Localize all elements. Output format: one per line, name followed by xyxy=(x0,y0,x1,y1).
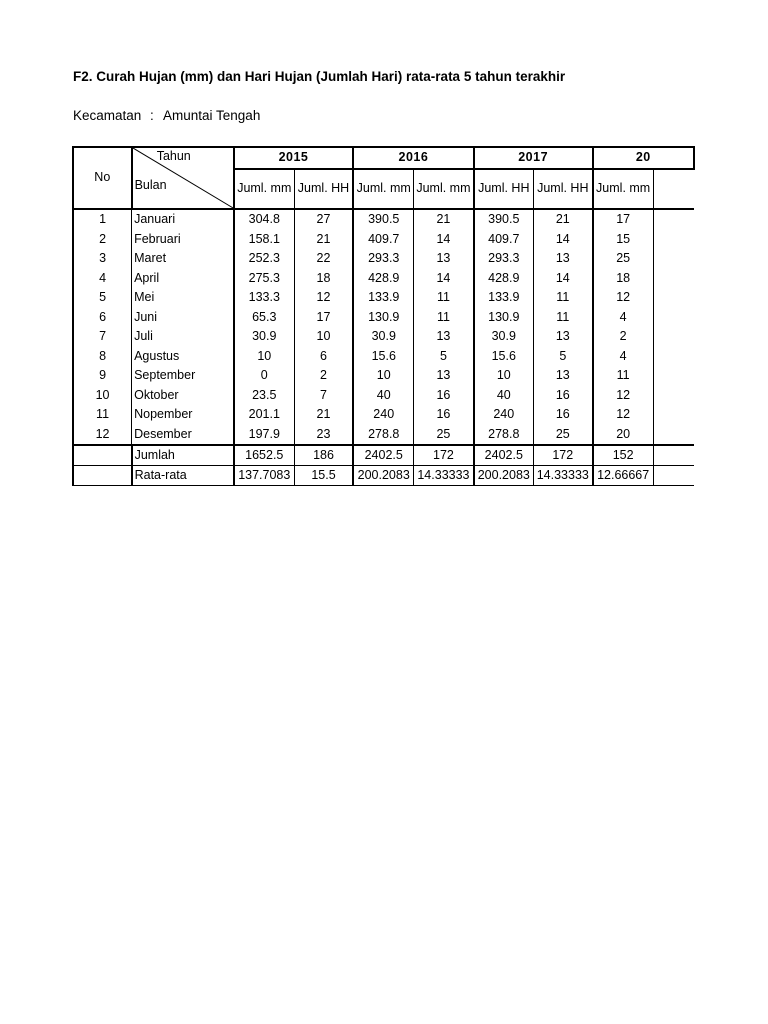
value-cell: 240 xyxy=(474,405,534,425)
row-number: 8 xyxy=(73,347,132,367)
value-cell: 10 xyxy=(294,327,353,347)
value-cell: 22 xyxy=(294,249,353,269)
month-name: Januari xyxy=(132,209,234,230)
value-cell: 409.7 xyxy=(474,230,534,250)
value-cell: 240 xyxy=(353,405,414,425)
year-header: 20 xyxy=(593,147,694,169)
value-cell: 390.5 xyxy=(353,209,414,230)
value-cell: 133.9 xyxy=(353,288,414,308)
value-cell: 14 xyxy=(414,230,474,250)
value-cell: 158.1 xyxy=(234,230,295,250)
value-cell: 6 xyxy=(294,347,353,367)
value-cell: 428.9 xyxy=(353,269,414,289)
row-number: 4 xyxy=(73,269,132,289)
ratarata-value: 200.2083 xyxy=(353,466,414,487)
value-cell: 17 xyxy=(294,308,353,328)
tahun-bulan-header xyxy=(132,147,234,209)
ratarata-value: 137.7083 xyxy=(234,466,295,487)
ratarata-value: 14.33333 xyxy=(533,466,592,487)
value-cell: 14 xyxy=(414,269,474,289)
month-name: Oktober xyxy=(132,386,234,406)
value-cell: 5 xyxy=(533,347,592,367)
value-cell: 11 xyxy=(414,308,474,328)
subheader-clipped xyxy=(653,169,694,209)
value-cell: 16 xyxy=(533,386,592,406)
table-row xyxy=(73,249,694,269)
bulan-label: Bulan xyxy=(134,178,167,192)
table-row xyxy=(73,209,694,230)
month-name: Mei xyxy=(132,288,234,308)
value-cell: 7 xyxy=(294,386,353,406)
value-cell: 15.6 xyxy=(353,347,414,367)
value-cell: 12 xyxy=(294,288,353,308)
row-number: 7 xyxy=(73,327,132,347)
kecamatan-value: Amuntai Tengah xyxy=(163,108,261,123)
row-number: 10 xyxy=(73,386,132,406)
value-cell: 16 xyxy=(533,405,592,425)
rainfall-table xyxy=(72,146,695,486)
tahun-label: Tahun xyxy=(156,149,191,163)
value-cell: 23 xyxy=(294,425,353,446)
kecamatan-separator: : xyxy=(150,108,154,123)
row-number: 6 xyxy=(73,308,132,328)
document-title: F2. Curah Hujan (mm) dan Hari Hujan (Jumlah Hari) rata-rata 5 tahun terakhir xyxy=(73,69,566,84)
value-cell: 14 xyxy=(533,230,592,250)
row-number: 5 xyxy=(73,288,132,308)
ratarata-value: 200.2083 xyxy=(474,466,534,487)
value-cell: 409.7 xyxy=(353,230,414,250)
value-cell: 25 xyxy=(533,425,592,446)
value-cell: 40 xyxy=(474,386,534,406)
value-cell: 18 xyxy=(593,269,654,289)
value-cell: 5 xyxy=(414,347,474,367)
jumlah-value: 1652.5 xyxy=(234,445,295,466)
month-name: Nopember xyxy=(132,405,234,425)
value-cell: 30.9 xyxy=(353,327,414,347)
value-cell: 21 xyxy=(294,405,353,425)
ratarata-label: Rata-rata xyxy=(132,466,234,487)
jumlah-label: Jumlah xyxy=(132,445,234,466)
value-cell: 12 xyxy=(593,386,654,406)
value-cell: 293.3 xyxy=(474,249,534,269)
value-cell: 17 xyxy=(593,209,654,230)
jumlah-row xyxy=(73,445,694,466)
value-cell: 16 xyxy=(414,386,474,406)
month-name: Juli xyxy=(132,327,234,347)
row-number: 3 xyxy=(73,249,132,269)
subheader: Juml. HH xyxy=(474,169,534,209)
month-name: April xyxy=(132,269,234,289)
value-cell: 15.6 xyxy=(474,347,534,367)
value-cell: 11 xyxy=(533,308,592,328)
value-cell: 197.9 xyxy=(234,425,295,446)
subheader: Juml. mm xyxy=(593,169,654,209)
year-header: 2017 xyxy=(474,147,593,169)
value-cell: 275.3 xyxy=(234,269,295,289)
ratarata-clipped xyxy=(653,466,694,487)
ratarata-row xyxy=(73,466,694,487)
value-cell: 13 xyxy=(533,327,592,347)
jumlah-value: 152 xyxy=(593,445,654,466)
row-number: 12 xyxy=(73,425,132,446)
clipped-cell xyxy=(653,308,694,328)
ratarata-no-cell xyxy=(73,466,132,487)
kecamatan-label: Kecamatan xyxy=(73,108,142,123)
clipped-cell xyxy=(653,366,694,386)
value-cell: 130.9 xyxy=(353,308,414,328)
value-cell: 13 xyxy=(533,249,592,269)
value-cell: 21 xyxy=(533,209,592,230)
value-cell: 27 xyxy=(294,209,353,230)
value-cell: 65.3 xyxy=(234,308,295,328)
row-number: 2 xyxy=(73,230,132,250)
jumlah-clipped xyxy=(653,445,694,466)
value-cell: 10 xyxy=(234,347,295,367)
clipped-cell xyxy=(653,347,694,367)
value-cell: 40 xyxy=(353,386,414,406)
jumlah-value: 2402.5 xyxy=(353,445,414,466)
subheader: Juml. HH xyxy=(294,169,353,209)
table-row xyxy=(73,230,694,250)
jumlah-value: 2402.5 xyxy=(474,445,534,466)
header-row-years xyxy=(73,147,694,169)
year-header: 2016 xyxy=(353,147,473,169)
table-row xyxy=(73,347,694,367)
row-number: 9 xyxy=(73,366,132,386)
value-cell: 10 xyxy=(474,366,534,386)
value-cell: 13 xyxy=(414,366,474,386)
clipped-cell xyxy=(653,327,694,347)
subheader: Juml. mm xyxy=(414,169,474,209)
value-cell: 18 xyxy=(294,269,353,289)
clipped-cell xyxy=(653,230,694,250)
value-cell: 11 xyxy=(533,288,592,308)
month-name: Juni xyxy=(132,308,234,328)
table-row xyxy=(73,366,694,386)
value-cell: 133.9 xyxy=(474,288,534,308)
ratarata-value: 14.33333 xyxy=(414,466,474,487)
value-cell: 252.3 xyxy=(234,249,295,269)
value-cell: 11 xyxy=(414,288,474,308)
value-cell: 13 xyxy=(533,366,592,386)
clipped-cell xyxy=(653,269,694,289)
row-number: 11 xyxy=(73,405,132,425)
year-header: 2015 xyxy=(234,147,353,169)
row-number: 1 xyxy=(73,209,132,230)
table-row xyxy=(73,269,694,289)
month-name: Februari xyxy=(132,230,234,250)
jumlah-value: 172 xyxy=(414,445,474,466)
clipped-cell xyxy=(653,288,694,308)
value-cell: 20 xyxy=(593,425,654,446)
ratarata-value: 15.5 xyxy=(294,466,353,487)
value-cell: 21 xyxy=(294,230,353,250)
clipped-cell xyxy=(653,386,694,406)
value-cell: 14 xyxy=(533,269,592,289)
value-cell: 25 xyxy=(593,249,654,269)
value-cell: 25 xyxy=(414,425,474,446)
value-cell: 16 xyxy=(414,405,474,425)
value-cell: 12 xyxy=(593,288,654,308)
value-cell: 13 xyxy=(414,249,474,269)
value-cell: 201.1 xyxy=(234,405,295,425)
value-cell: 10 xyxy=(353,366,414,386)
subheader: Juml. mm xyxy=(234,169,295,209)
value-cell: 0 xyxy=(234,366,295,386)
value-cell: 2 xyxy=(593,327,654,347)
no-header: No xyxy=(73,147,132,209)
month-name: Agustus xyxy=(132,347,234,367)
table-row xyxy=(73,425,694,446)
subheader: Juml. mm xyxy=(353,169,414,209)
value-cell: 278.8 xyxy=(474,425,534,446)
table-row xyxy=(73,288,694,308)
value-cell: 390.5 xyxy=(474,209,534,230)
table-row xyxy=(73,386,694,406)
value-cell: 133.3 xyxy=(234,288,295,308)
value-cell: 13 xyxy=(414,327,474,347)
value-cell: 12 xyxy=(593,405,654,425)
value-cell: 23.5 xyxy=(234,386,295,406)
value-cell: 4 xyxy=(593,308,654,328)
table-row xyxy=(73,327,694,347)
value-cell: 293.3 xyxy=(353,249,414,269)
value-cell: 30.9 xyxy=(234,327,295,347)
value-cell: 428.9 xyxy=(474,269,534,289)
rainfall-table-container xyxy=(72,146,695,486)
value-cell: 2 xyxy=(294,366,353,386)
value-cell: 304.8 xyxy=(234,209,295,230)
subheader: Juml. HH xyxy=(533,169,592,209)
value-cell: 30.9 xyxy=(474,327,534,347)
jumlah-value: 172 xyxy=(533,445,592,466)
value-cell: 278.8 xyxy=(353,425,414,446)
table-row xyxy=(73,308,694,328)
value-cell: 11 xyxy=(593,366,654,386)
clipped-cell xyxy=(653,249,694,269)
table-row xyxy=(73,405,694,425)
ratarata-value: 12.66667 xyxy=(593,466,654,487)
value-cell: 4 xyxy=(593,347,654,367)
month-name: Maret xyxy=(132,249,234,269)
clipped-cell xyxy=(653,209,694,230)
value-cell: 130.9 xyxy=(474,308,534,328)
jumlah-value: 186 xyxy=(294,445,353,466)
value-cell: 21 xyxy=(414,209,474,230)
clipped-cell xyxy=(653,405,694,425)
clipped-cell xyxy=(653,425,694,446)
value-cell: 15 xyxy=(593,230,654,250)
month-name: Desember xyxy=(132,425,234,446)
month-name: September xyxy=(132,366,234,386)
jumlah-no-cell xyxy=(73,445,132,466)
